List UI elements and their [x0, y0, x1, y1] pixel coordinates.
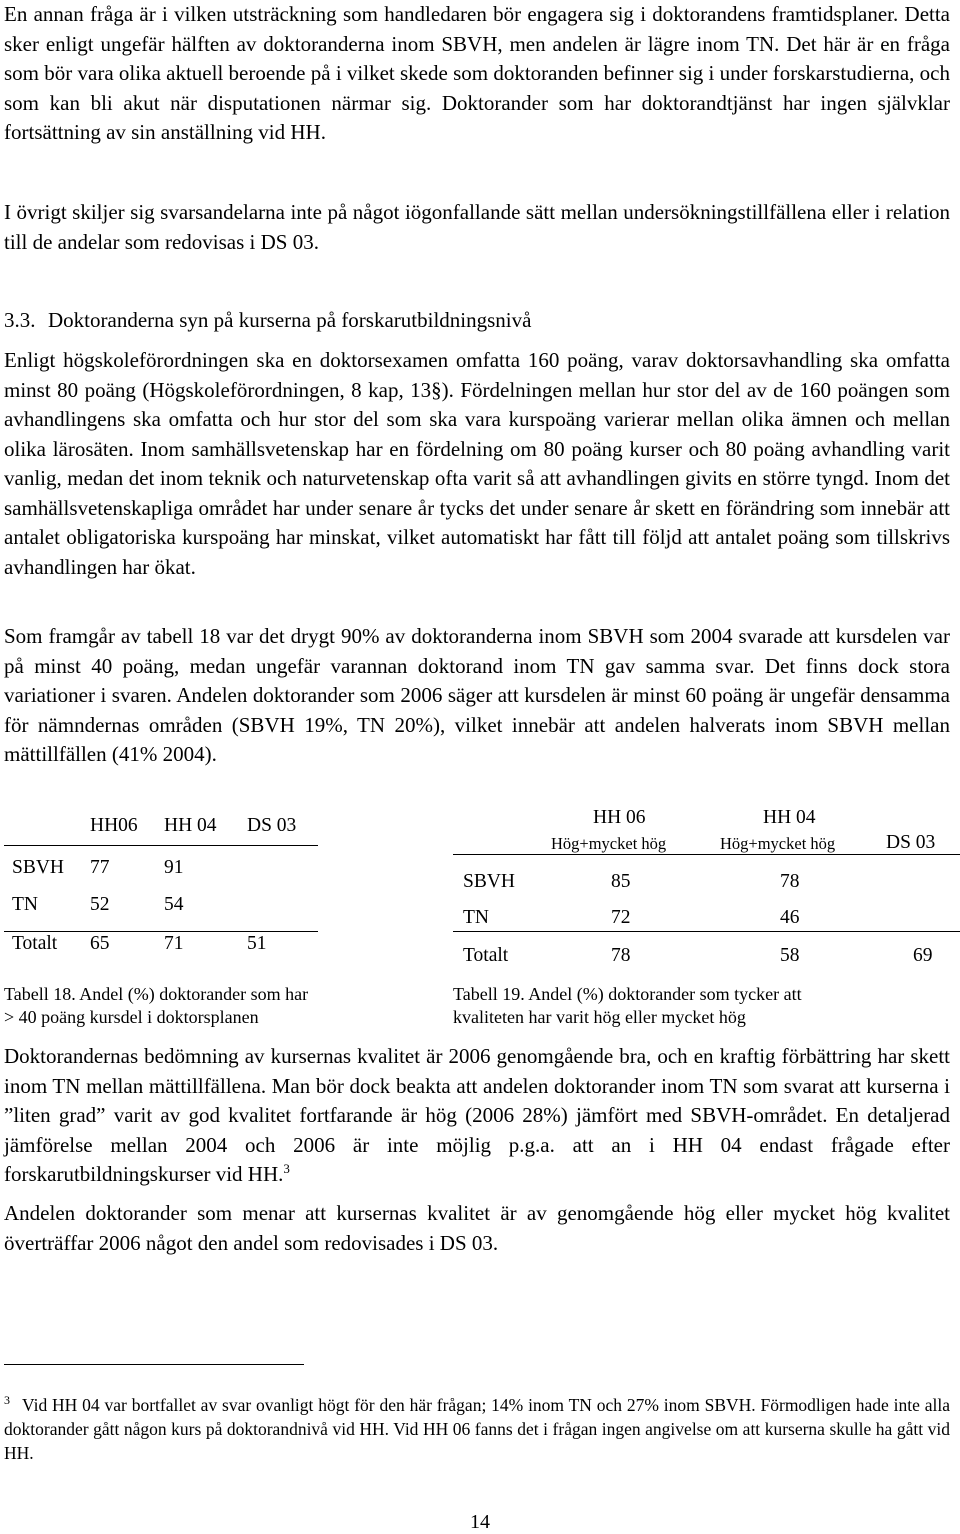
table-row: [4, 933, 318, 970]
column-header: HH 04: [164, 815, 217, 836]
paragraph-text: Doktorandernas bedömning av kursernas kvalitet är 2006 genomgående bra, och en kraftig förbättring har skett inom TN mellan mättillfällena. Man bör dock beakta att andelen doktorander inom TN som svarat att kurserna i ”liten grad” varit av god kvalitet fortfarande är hög (2006 28%) jämfört med SBVH-området. En detaljerad jämförelse mellan 2004 och 2006 är inte möjlig p.g.a. att an i HH 04 endast frågade efter forskarutbildningskurser vid HH.: [4, 1044, 950, 1186]
column-header: DS 03: [247, 815, 297, 836]
table-cell: 85: [611, 871, 631, 892]
table-rule: [453, 854, 960, 855]
table-cell: 78: [780, 871, 800, 892]
paragraph-framtidsplaner: En annan fråga är i vilken utsträckning som handledaren bör engagera sig i doktorandens framtidsplaner. Detta sker enligt ungefär hälften av doktoranderna inom SBVH, men andelen är lägre inom TN. Det här är en fråga som bör vara olika aktuell beroende på i vilket skede som doktoranden befinner sig i under forskarstudierna, och som kan bli akut när disputationen närmar sig. Doktorander som har doktorandtjänst har ingen självklar fortsättning av sin anställning vid HH.: [4, 2, 950, 144]
column-header: HH 04: [763, 807, 816, 828]
table-cell: 46: [780, 907, 800, 928]
footnote-text: Vid HH 04 var bortfallet av svar ovanligt högt för den här frågan; 14% inom TN och 27% inom SBVH. Förmodligen hade inte alla doktorander gått någon kurs på doktorandnivå vid HH. Vid HH 06 fanns det i frågan ingen angivelse om att kurserna skulle ha gått vid HH.: [4, 1395, 950, 1463]
caption-line: > 40 poäng kursdel i doktorsplanen: [4, 1007, 259, 1027]
paragraph-hogskoleforordningen: Enligt högskoleförordningen ska en doktorsexamen omfatta 160 poäng, varav doktorsavhandling ska omfatta minst 80 poäng (Högskoleförordningen, 8 kap, 13§). Fördelningen mellan hur stor del av de 160 poängen som avhandlingens ska omfatta och hur stor del som ska vara kurspoäng varierar mellan olika ämnen och mellan olika lärosäten. Inom samhällsvetenskap har en fördelning om 80 poäng kurser och 80 poäng avhandling varit vanlig, medan det inom teknik och naturvetenskap ofta varit så att avhandlingen givits en större tyngd. Inom det samhällsvetenskapliga området har under senare år tycks det under senare år skett en förändring som innebär att antalet obligatoriska kurspoäng har minskat, vilket automatiskt har fått till följd att antalet poäng som tillskrivs avhandlingen har ökat.: [4, 348, 950, 579]
caption-line: Tabell 19. Andel (%) doktorander som tycker att: [453, 984, 802, 1004]
row-label: TN: [463, 907, 489, 928]
row-label: Totalt: [463, 945, 509, 966]
column-subheader: Hög+mycket hög: [551, 834, 667, 853]
section-title: Doktoranderna syn på kurserna på forskarutbildningsnivå: [48, 308, 532, 332]
table-header: [4, 815, 318, 846]
table-row: [4, 894, 318, 932]
row-label: SBVH: [12, 857, 65, 878]
column-subheader: Hög+mycket hög: [720, 834, 836, 853]
row-label: TN: [12, 894, 38, 915]
table-cell: 54: [164, 894, 184, 915]
footnote-separator: [4, 1364, 304, 1365]
table-cell: 71: [164, 933, 184, 954]
table-18-caption: [4, 983, 308, 1029]
table-cell: 77: [90, 857, 110, 878]
paragraph-andelen: Andelen doktorander som menar att kursernas kvalitet är av genomgående hög eller mycket hög kvalitet överträffar 2006 något den andel som redovisades i DS 03.: [4, 1201, 950, 1255]
table-cell: 69: [913, 945, 933, 966]
table-cell: 65: [90, 933, 110, 954]
paragraph-kursernas-kvalitet: [4, 1042, 950, 1190]
paragraph-ovrigt: I övrigt skiljer sig svarsandelarna inte på något iögonfallande sätt mellan undersökningstillfällena eller i relation till de andelar som redovisas i DS 03.: [4, 200, 950, 254]
table-cell: 58: [780, 945, 800, 966]
table-19-caption: [453, 983, 802, 1029]
page-number: 14: [470, 1511, 490, 1533]
caption-line: kvaliteten har varit hög eller mycket hög: [453, 1007, 746, 1027]
caption-line: Tabell 18. Andel (%) doktorander som har: [4, 984, 309, 1004]
column-header: HH06: [90, 815, 138, 836]
table-cell: 91: [164, 857, 184, 878]
table-row: [4, 857, 318, 894]
table-cell: 52: [90, 894, 110, 915]
footnote: 3 Vid HH 04 var bortfallet av svar ovanligt högt för den här frågan; 14% inom TN och 27% inom SBVH. Förmodligen hade inte alla doktorander gått någon kurs på doktorandnivå vid HH. Vid HH 06 fanns det i frågan ingen angivelse om att kurserna skulle ha gått vid HH.: [4, 1393, 950, 1463]
table-rule: [453, 931, 960, 932]
footnote-reference[interactable]: 3: [283, 1161, 290, 1176]
table-cell: 51: [247, 933, 267, 954]
column-header: HH 06: [593, 807, 646, 828]
paragraph-tabell-18: Som framgår av tabell 18 var det drygt 90% av doktoranderna inom SBVH som 2004 svarade att kursdelen var på minst 40 poäng, medan ungefär varannan doktorand inom TN gav samma svar. Det finns dock stora variationer i svaren. Andelen doktorander som 2006 säger att kursdelen är minst 60 poäng är ungefär densamma för nämndernas områden (SBVH 19%, TN 20%), vilket innebär att andelen halverats inom SBVH mellan mättillfällen (41% 2004).: [4, 624, 950, 766]
row-label: SBVH: [463, 871, 516, 892]
section-number: 3.3.: [4, 308, 36, 332]
table-cell: 78: [611, 945, 631, 966]
column-header: DS 03: [886, 832, 936, 853]
section-heading: [4, 306, 531, 335]
table-cell: 72: [611, 907, 631, 928]
row-label: Totalt: [12, 933, 58, 954]
